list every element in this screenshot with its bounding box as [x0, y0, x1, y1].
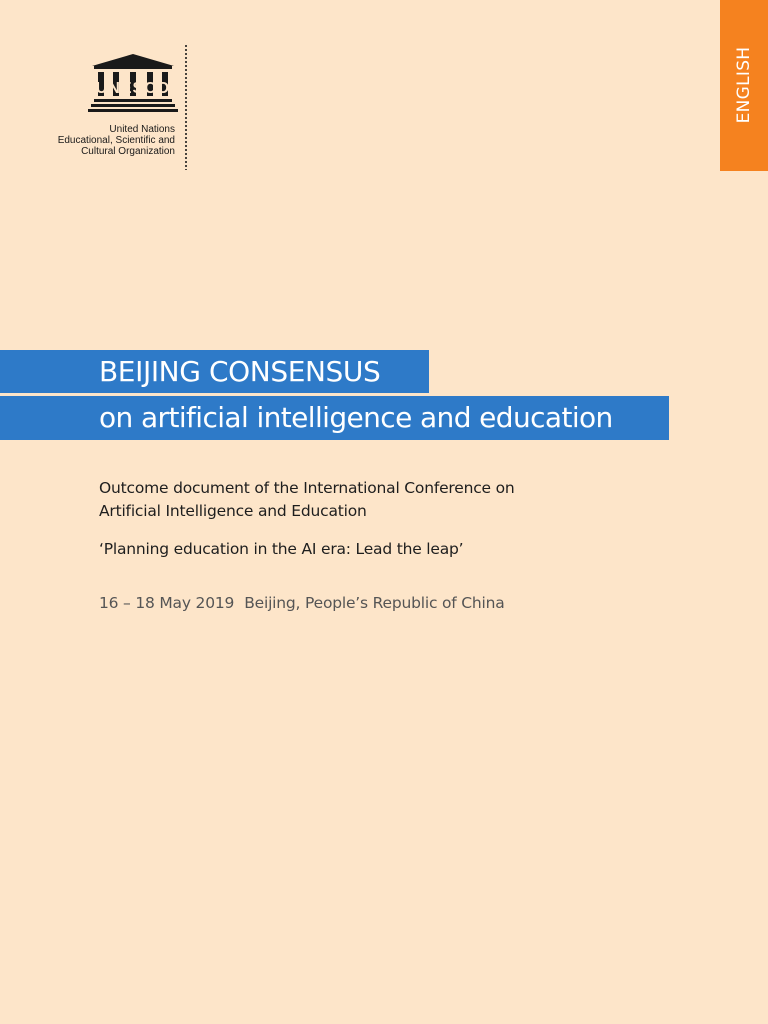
- language-tab: [720, 0, 768, 171]
- subtitle-line-1: Outcome document of the International Conference on: [99, 479, 515, 497]
- title-line-2: on artificial intelligence and education: [0, 396, 669, 440]
- conference-meta: [99, 592, 505, 615]
- subtitle-line-2: Artificial Intelligence and Education: [99, 502, 367, 520]
- organization-name-line: United Nations: [109, 124, 175, 135]
- conference-place: Beijing, People’s Republic of China: [244, 594, 505, 612]
- unesco-logo-text: UNESCO: [95, 80, 171, 97]
- language-tab-label: ENGLISH: [734, 46, 754, 124]
- subtitle: [99, 477, 515, 523]
- organization-name: [30, 124, 175, 157]
- title-line-1: BEIJING CONSENSUS: [0, 350, 429, 393]
- organization-name-line: Cultural Organization: [81, 146, 175, 157]
- unesco-logo-icon: [88, 52, 178, 118]
- conference-theme: ‘Planning education in the AI era: Lead the leap’: [99, 540, 464, 558]
- organization-name-line: Educational, Scientific and: [57, 135, 175, 146]
- conference-dates: 16 – 18 May 2019: [99, 594, 235, 612]
- dotted-divider: [185, 44, 187, 170]
